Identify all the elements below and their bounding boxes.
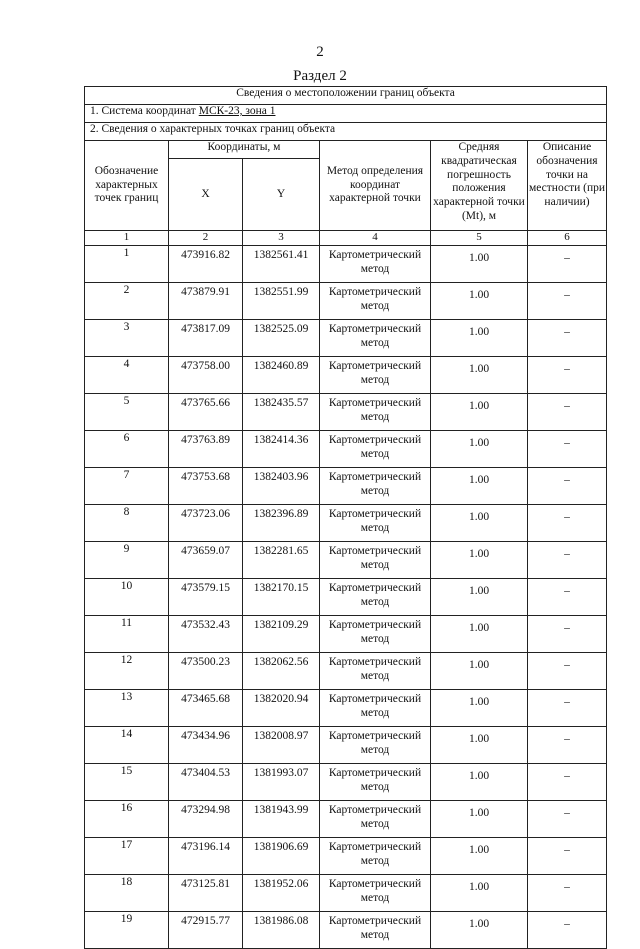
coordinate-x: 473196.14: [169, 838, 243, 875]
table-row: [85, 875, 607, 912]
point-number: 19: [85, 912, 169, 949]
coordinate-y: 1382062.56: [243, 653, 320, 690]
description-cell: –: [528, 431, 607, 468]
error-value: 1.00: [431, 320, 528, 357]
point-number: 3: [85, 320, 169, 357]
error-value: 1.00: [431, 542, 528, 579]
description-cell: –: [528, 875, 607, 912]
error-value: 1.00: [431, 431, 528, 468]
coordinate-y: 1382414.36: [243, 431, 320, 468]
column-number: 2: [169, 231, 243, 246]
point-number: 18: [85, 875, 169, 912]
coordinate-x: 473817.09: [169, 320, 243, 357]
coordinate-x: 473723.06: [169, 505, 243, 542]
error-value: 1.00: [431, 579, 528, 616]
coordinate-y: 1382403.96: [243, 468, 320, 505]
coordinate-x: 473765.66: [169, 394, 243, 431]
header-coordinates: Координаты, м: [169, 141, 320, 159]
method-cell: Картометрический метод: [320, 690, 431, 727]
method-cell: Картометрический метод: [320, 801, 431, 838]
coordinate-x: 473916.82: [169, 246, 243, 283]
method-cell: Картометрический метод: [320, 875, 431, 912]
error-value: 1.00: [431, 283, 528, 320]
method-cell: Картометрический метод: [320, 283, 431, 320]
coordinate-y: 1381906.69: [243, 838, 320, 875]
header-description: Описание обозначения точки на местности (при наличии): [528, 141, 607, 231]
method-cell: Картометрический метод: [320, 542, 431, 579]
coordinate-x: 473879.91: [169, 283, 243, 320]
description-cell: –: [528, 542, 607, 579]
point-number: 7: [85, 468, 169, 505]
description-cell: –: [528, 727, 607, 764]
coordinate-x: 473500.23: [169, 653, 243, 690]
description-cell: –: [528, 283, 607, 320]
description-cell: –: [528, 468, 607, 505]
error-value: 1.00: [431, 727, 528, 764]
coordinate-x: 473763.89: [169, 431, 243, 468]
coordinate-x: 473659.07: [169, 542, 243, 579]
description-cell: –: [528, 579, 607, 616]
description-cell: –: [528, 653, 607, 690]
table-row: [85, 838, 607, 875]
method-cell: Картометрический метод: [320, 357, 431, 394]
table-title: Сведения о местоположении границ объекта: [85, 87, 607, 105]
error-value: 1.00: [431, 246, 528, 283]
error-value: 1.00: [431, 690, 528, 727]
error-value: 1.00: [431, 764, 528, 801]
table-row: [85, 542, 607, 579]
coordinate-x: 472915.77: [169, 912, 243, 949]
section-title: Раздел 2: [293, 68, 347, 84]
coordinate-system-row: [85, 105, 607, 123]
header-designation: Обозначение характерных точек границ: [85, 141, 169, 231]
header-y: Y: [243, 159, 320, 231]
point-number: 5: [85, 394, 169, 431]
method-cell: Картометрический метод: [320, 505, 431, 542]
coordinate-x: 473404.53: [169, 764, 243, 801]
error-value: 1.00: [431, 912, 528, 949]
description-cell: –: [528, 690, 607, 727]
point-number: 10: [85, 579, 169, 616]
table-row: [85, 579, 607, 616]
coordinate-y: 1381993.07: [243, 764, 320, 801]
point-number: 17: [85, 838, 169, 875]
error-value: 1.00: [431, 838, 528, 875]
method-cell: Картометрический метод: [320, 727, 431, 764]
coordinate-y: 1381943.99: [243, 801, 320, 838]
method-cell: Картометрический метод: [320, 431, 431, 468]
point-number: 15: [85, 764, 169, 801]
table-row: [85, 468, 607, 505]
table-row: [85, 727, 607, 764]
description-cell: –: [528, 764, 607, 801]
coordinate-y: 1382525.09: [243, 320, 320, 357]
description-cell: –: [528, 616, 607, 653]
method-cell: Картометрический метод: [320, 912, 431, 949]
coordinate-y: 1382435.57: [243, 394, 320, 431]
coordinate-y: 1382008.97: [243, 727, 320, 764]
point-number: 4: [85, 357, 169, 394]
description-cell: –: [528, 320, 607, 357]
point-number: 9: [85, 542, 169, 579]
column-number: 1: [85, 231, 169, 246]
boundary-points-table: [84, 86, 607, 949]
table-row: [85, 764, 607, 801]
method-cell: Картометрический метод: [320, 468, 431, 505]
table-row: [85, 283, 607, 320]
point-number: 6: [85, 431, 169, 468]
method-cell: Картометрический метод: [320, 579, 431, 616]
coordinate-x: 473753.68: [169, 468, 243, 505]
coordinate-y: 1382020.94: [243, 690, 320, 727]
description-cell: –: [528, 801, 607, 838]
method-cell: Картометрический метод: [320, 616, 431, 653]
point-number: 13: [85, 690, 169, 727]
coordinate-y: 1382281.65: [243, 542, 320, 579]
point-number: 1: [85, 246, 169, 283]
description-cell: –: [528, 838, 607, 875]
coordinate-system-value: МСК-23, зона 1: [198, 105, 276, 117]
error-value: 1.00: [431, 505, 528, 542]
coordinate-x: 473532.43: [169, 616, 243, 653]
point-number: 2: [85, 283, 169, 320]
method-cell: Картометрический метод: [320, 246, 431, 283]
table-row: [85, 357, 607, 394]
coordinate-x: 473579.15: [169, 579, 243, 616]
error-value: 1.00: [431, 875, 528, 912]
coordinate-system-label: 1. Система координат: [90, 105, 199, 117]
error-value: 1.00: [431, 616, 528, 653]
table-row: [85, 801, 607, 838]
method-cell: Картометрический метод: [320, 394, 431, 431]
error-value: 1.00: [431, 801, 528, 838]
column-number: 6: [528, 231, 607, 246]
header-x: X: [169, 159, 243, 231]
coordinate-y: 1382170.15: [243, 579, 320, 616]
coordinate-x: 473294.98: [169, 801, 243, 838]
description-cell: –: [528, 505, 607, 542]
point-number: 14: [85, 727, 169, 764]
point-number: 12: [85, 653, 169, 690]
method-cell: Картометрический метод: [320, 838, 431, 875]
method-cell: Картометрический метод: [320, 653, 431, 690]
header-method: Метод определения координат характерной точки: [320, 141, 431, 231]
coordinate-y: 1381952.06: [243, 875, 320, 912]
description-cell: –: [528, 357, 607, 394]
method-cell: Картометрический метод: [320, 764, 431, 801]
table-row: [85, 320, 607, 357]
coordinate-y: 1382460.89: [243, 357, 320, 394]
coordinate-x: 473758.00: [169, 357, 243, 394]
description-cell: –: [528, 394, 607, 431]
table-row: [85, 505, 607, 542]
error-value: 1.00: [431, 653, 528, 690]
method-cell: Картометрический метод: [320, 320, 431, 357]
point-number: 11: [85, 616, 169, 653]
column-number: 3: [243, 231, 320, 246]
description-cell: –: [528, 246, 607, 283]
coordinate-y: 1382561.41: [243, 246, 320, 283]
coordinate-x: 473465.68: [169, 690, 243, 727]
table-subtitle: 2. Сведения о характерных точках границ объекта: [85, 123, 607, 141]
table-row: [85, 431, 607, 468]
table-row: [85, 394, 607, 431]
coordinate-y: 1381986.08: [243, 912, 320, 949]
table-row: [85, 690, 607, 727]
column-number: 5: [431, 231, 528, 246]
point-number: 16: [85, 801, 169, 838]
table-row: [85, 246, 607, 283]
coordinate-x: 473434.96: [169, 727, 243, 764]
error-value: 1.00: [431, 468, 528, 505]
column-number: 4: [320, 231, 431, 246]
table-row: [85, 616, 607, 653]
header-error: Средняя квадратическая погрешность положения характерной точки (Mt), м: [431, 141, 528, 231]
description-cell: –: [528, 912, 607, 949]
page-number: 2: [316, 44, 324, 60]
error-value: 1.00: [431, 394, 528, 431]
table-row: [85, 653, 607, 690]
coordinate-y: 1382109.29: [243, 616, 320, 653]
table-row: [85, 912, 607, 949]
error-value: 1.00: [431, 357, 528, 394]
coordinate-x: 473125.81: [169, 875, 243, 912]
coordinate-y: 1382396.89: [243, 505, 320, 542]
point-number: 8: [85, 505, 169, 542]
coordinate-y: 1382551.99: [243, 283, 320, 320]
